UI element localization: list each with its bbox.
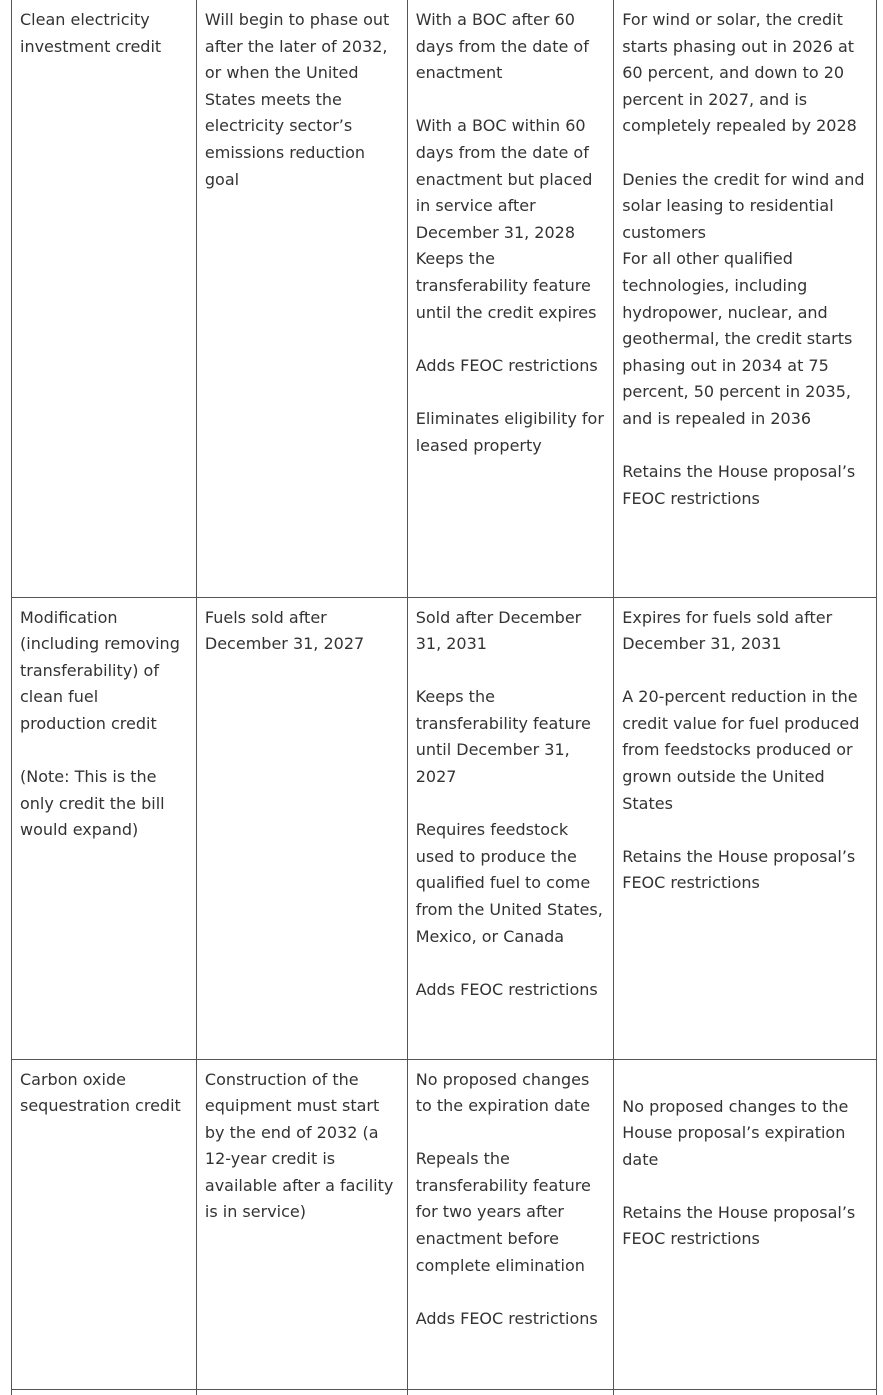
house-text: Adds FEOC restrictions: [415, 979, 598, 999]
senate-text: For all other qualified technologies, including hydropower, nuclear, and geothermal, the credit starts phasing out in 2034 at 75 percent, 50 percent in 2035, and is repealed in 2036: [622, 249, 853, 428]
house-text: Repeals the transferability feature for two years after enactment before complete elimination: [415, 1149, 591, 1275]
cell-empty: [196, 1389, 407, 1395]
cell-house-proposal: [407, 0, 614, 597]
senate-text: Expires for fuels sold after December 31, 2031: [622, 607, 833, 654]
house-text: Eliminates eligibility for leased property: [415, 408, 604, 455]
house-text: No proposed changes to the expiration date: [415, 1069, 591, 1116]
senate-text: Retains the House proposal’s FEOC restrictions: [622, 846, 856, 893]
house-text: Requires feedstock used to produce the qualified fuel to come from the United States, Mexico, or Canada: [415, 820, 603, 946]
cell-empty: [12, 1389, 197, 1395]
credit-name: Modification (including removing transferability) of clean fuel production credit: [20, 607, 180, 733]
cell-current-law: [196, 1059, 407, 1389]
cell-senate-proposal: [614, 597, 877, 1059]
house-text: Adds FEOC restrictions: [415, 1308, 598, 1328]
house-text: Adds FEOC restrictions: [415, 355, 598, 375]
document-viewport: [11, 0, 877, 1395]
senate-text: Denies the credit for wind and solar leasing to residential customers: [622, 169, 865, 242]
senate-text: For wind or solar, the credit starts phasing out in 2026 at 60 percent, and down to 20 percent in 2027, and is completely repealed by 2028: [622, 10, 857, 136]
senate-text: No proposed changes to the House proposal’s expiration date: [622, 1096, 849, 1169]
cell-current-law: [196, 597, 407, 1059]
cell-empty: [614, 1389, 877, 1395]
house-text: Sold after December 31, 2031: [415, 607, 582, 654]
house-text: Keeps the transferability feature until the credit expires: [415, 249, 597, 322]
table-row: [12, 597, 877, 1059]
cell-senate-proposal: [614, 0, 877, 597]
cell-current-law: [196, 0, 407, 597]
cell-house-proposal: [407, 1059, 614, 1389]
house-text: Keeps the transferability feature until December 31, 2027: [415, 687, 591, 787]
current-law-text: Construction of the equipment must start by the end of 2032 (a 12-year credit is available after a facility is in service): [204, 1069, 394, 1222]
house-text: With a BOC after 60 days from the date of enactment: [415, 10, 589, 83]
cell-house-proposal: [407, 597, 614, 1059]
cell-senate-proposal: [614, 1059, 877, 1389]
credit-note: (Note: This is the only credit the bill would expand): [20, 767, 165, 840]
table-row: [12, 0, 877, 597]
senate-text: Retains the House proposal’s FEOC restrictions: [622, 462, 856, 508]
current-law-text: Will begin to phase out after the later of 2032, or when the United States meets the electricity sector’s emissions reduction goal: [204, 10, 390, 189]
table-row: [12, 1059, 877, 1389]
cell-credit-name: [12, 1059, 197, 1389]
senate-text: A 20-percent reduction in the credit value for fuel produced from feedstocks produced or grown outside the United States: [622, 687, 860, 813]
credit-name: Carbon oxide sequestration credit: [20, 1069, 181, 1116]
cell-credit-name: [12, 597, 197, 1059]
cell-empty: [407, 1389, 614, 1395]
table-row-partial: [12, 1389, 877, 1395]
credit-name: Clean electricity investment credit: [20, 10, 162, 56]
tax-credit-comparison-table: [11, 0, 877, 1395]
current-law-text: Fuels sold after December 31, 2027: [204, 607, 365, 654]
cell-credit-name: [12, 0, 197, 597]
senate-text: Retains the House proposal’s FEOC restrictions: [622, 1202, 856, 1249]
house-text: With a BOC within 60 days from the date of enactment but placed in service after December 31, 2028: [415, 116, 593, 242]
